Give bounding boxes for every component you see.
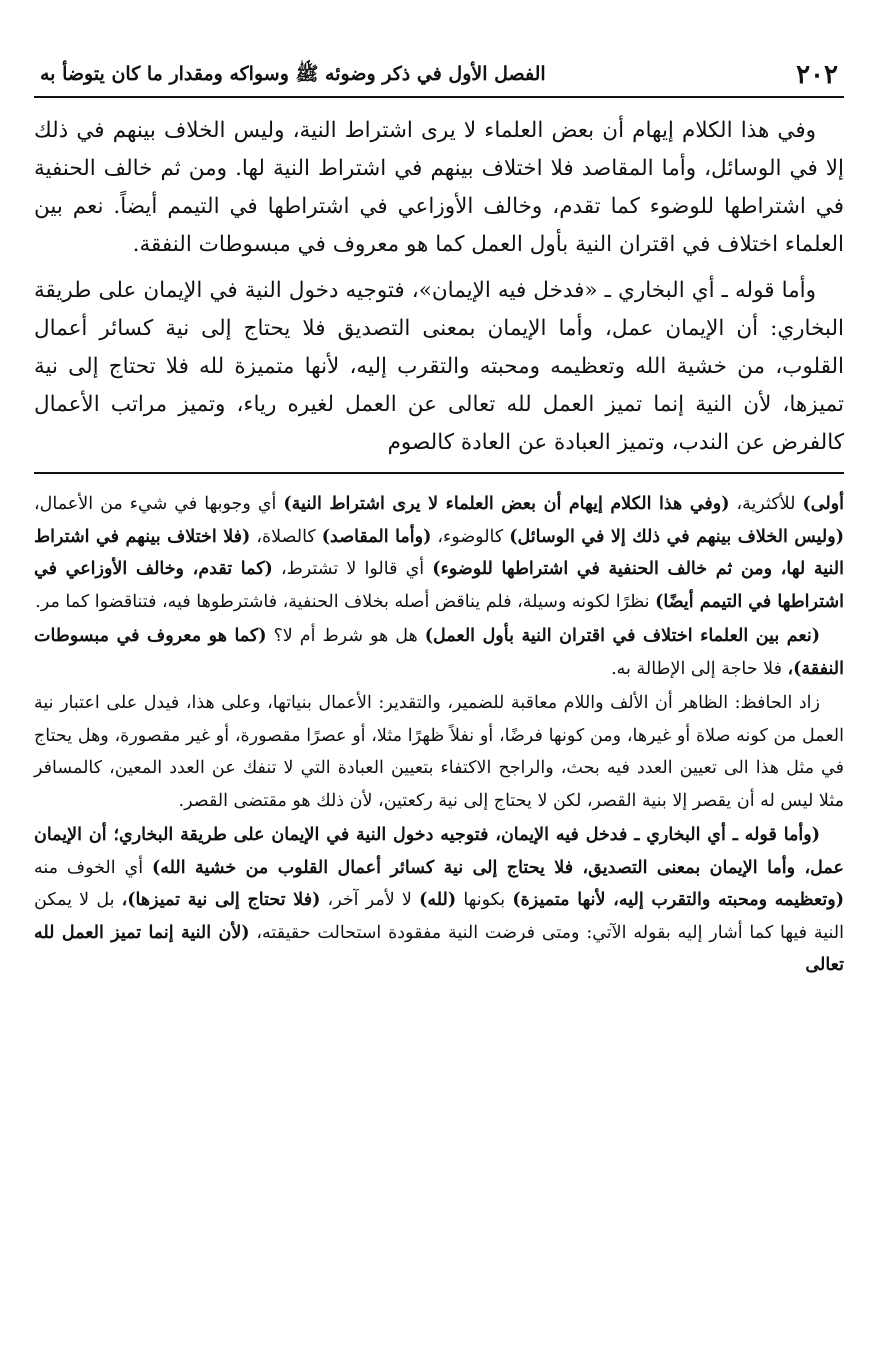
commentary-paragraph-2 xyxy=(34,620,844,685)
commentary-text: فلا حاجة إلى الإطالة به. xyxy=(611,658,788,679)
commentary-text: هل هو شرط أم لا؟ xyxy=(266,626,425,646)
commentary-text: لا لأمر آخر، xyxy=(320,890,420,910)
commentary-quote: (وليس الخلاف بينهم في ذلك إلا في الوسائل) xyxy=(509,526,845,547)
commentary-text: كالوضوء، xyxy=(431,526,510,547)
commentary-quote: (كما تقدم، وخالف الأوزاعي في اشتراطها في التيمم أيضًا) xyxy=(34,559,844,612)
commentary-text: أي قالوا لا تشترط، xyxy=(272,559,433,579)
commentary-text: بل لا يمكن النية فيها كما أشار إليه بقوله الآتي: ومتى فرضت النية مفقودة استحالت حقيقته، xyxy=(34,890,844,943)
main-text xyxy=(34,112,844,462)
commentary-quote: (لأن النية إنما تميز العمل لله تعالى xyxy=(34,922,844,975)
commentary-text: نظرًا لكونه وسيلة، فلم يناقض أصله بخلاف الحنفية، فاشترطوها فيه، فتناقضوا كما مر. xyxy=(35,591,656,612)
commentary-quote: (لله) xyxy=(419,890,457,910)
commentary-paragraph-3: زاد الحافظ: الظاهر أن الألف واللام معاقبة للضمير، والتقدير: الأعمال بنياتها، وعلى هذا، فيدل على اعتبار نية العمل من كونه صلاة أو غيرها، ومن كونها فرضًا، أو نفلاً ظهرًا مثلا، أو عصرًا مقصورة، أو غير مقصورة، وهل يحتاج في مثل هذا الى تعيين العدد فيه بحث، والراجح الاكتفاء بتعيين العبادة التي لا تنفك عن العدد المعين، كالمسافر مثلا ليس له أن يقصر إلا بنية القصر، لكن لا يحتاج إلى نية ركعتين، لأن ذلك هو مقتضى القصر. xyxy=(34,693,844,811)
commentary-text: أي الخوف منه xyxy=(34,857,152,878)
commentary-text: كالصلاة، xyxy=(250,526,322,547)
commentary-quote: (وتعظيمه ومحبته والتقرب إليه، لأنها متميزة) xyxy=(512,890,844,910)
commentary-text: للأكثرية، xyxy=(729,494,803,514)
commentary-quote: أولى) xyxy=(802,494,844,514)
commentary-quote: (فلا تحتاج إلى نية تميزها)، xyxy=(121,890,321,910)
commentary-quote: (نعم بين العلماء اختلاف في اقتران النية بأول العمل) xyxy=(424,626,820,646)
book-page xyxy=(34,50,844,984)
page-header xyxy=(34,50,844,98)
commentary-text: أي وجوبها في شيء من الأعمال، xyxy=(34,494,284,514)
commentary-paragraph-1 xyxy=(34,488,844,618)
main-paragraph-1: وفي هذا الكلام إيهام أن بعض العلماء لا يرى اشتراط النية، وليس الخلاف بينهم في ذلك إلا في الوسائل، وأما المقاصد فلا اختلاف بينهم في اشتراط النية لها. ومن ثم خالف الحنفية في اشتراطها للوضوء كما تقدم، وخالف الأوزاعي في اشتراطها في التيمم أيضاً. نعم بين العلماء اختلاف في اقتران النية بأول العمل كما هو معروف في مبسوطات النفقة. xyxy=(34,118,844,257)
commentary-quote: (وفي هذا الكلام إيهام أن بعض العلماء لا يرى اشتراط النية) xyxy=(283,494,730,514)
main-paragraph-2: وأما قوله ـ أي البخاري ـ «فدخل فيه الإيمان»، فتوجيه دخول النية في الإيمان على طريقة البخاري: أن الإيمان عمل، وأما الإيمان بمعنى التصديق فلا يحتاج إلى نية كسائر أعمال القلوب، من خشية الله وتعظيمه ومحبته والتقرب إليه، لأنها متميزة لله فلا تحتاج إلى نية تميزها، لأن النية إنما تميز العمل لله تعالى عن العمل لغيره رياء، وتميز مراتب الأعمال كالفرض عن الندب، وتميز العبادة عن العادة كالصوم xyxy=(34,278,845,455)
page-number: ٢٠٢ xyxy=(796,60,838,90)
commentary-quote: (وأما المقاصد) xyxy=(321,526,432,547)
commentary-paragraph-4 xyxy=(34,819,844,982)
commentary-text: بكونها xyxy=(456,890,513,910)
commentary-quote: (وأما قوله ـ أي البخاري ـ فدخل فيه الإيمان، فتوجيه دخول النية في الإيمان على طريقة البخاري؛ أن الإيمان عمل، وأما الإيمان بمعنى التصديق، فلا يحتاج إلى نية كسائر أعمال القلوب من خشية الله) xyxy=(34,825,844,878)
commentary-quote: (فلا اختلاف بينهم في اشتراط النية لها، ومن ثم خالف الحنفية في اشتراطها للوضوء) xyxy=(34,526,844,579)
commentary-section xyxy=(34,488,844,982)
running-title: الفصل الأول في ذكر وضوئه ﷺ وسواكه ومقدار ما كان يتوضأ به xyxy=(40,63,546,85)
commentary-quote: (كما هو معروف في مبسوطات النفقة)، xyxy=(34,626,844,679)
footnote-separator xyxy=(34,472,844,474)
